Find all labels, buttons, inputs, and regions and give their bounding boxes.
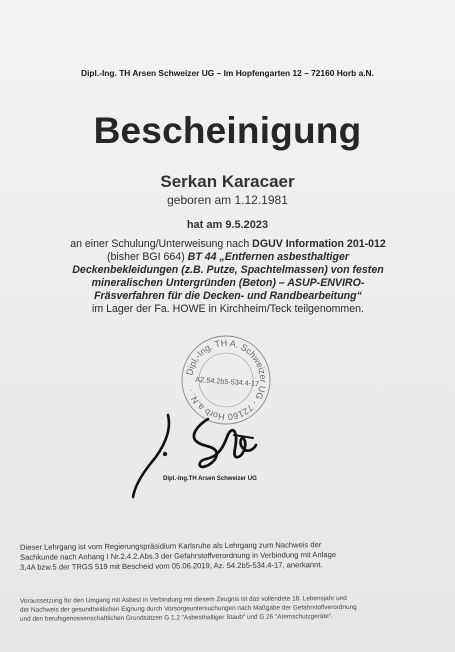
approval-note-line-1: Dieser Lehrgang ist vom Regierungspräsidium Karlsruhe als Lehrgang zum Nachweis der <box>19 540 322 552</box>
signer-company: Dipl.-Ing.TH Arsen Schweizer UG <box>163 476 257 482</box>
approval-note-line-2: Sachkunde nach Anhang I Nr.2.4.2.Abs.3 der Gefahrstoffverordnung in Verbindung mit Anlage <box>19 550 337 562</box>
footer-note-line-3: und den berufsgenossenschaftlichen Grundsätzen G 1.2 "Asbesthaltiger Staub" und G 26 "Atemschutzgeräte". <box>19 613 333 623</box>
document-title: Bescheinigung <box>93 110 362 151</box>
body-line-2 <box>38 251 418 264</box>
regulation-reference: DGUV Information 201-012 <box>252 238 386 250</box>
sender-address: Dipl.-Ing. TH Arsen Schweizer UG – Im Hopfengarten 12 – 72160 Horb a.N. <box>81 68 374 78</box>
seal-center-text: AZ.54.2b5-534.4-17 <box>194 374 260 389</box>
course-title-start: BT 44 „Entfernen asbesthaltiger <box>187 251 349 263</box>
birth-date: geboren am 1.12.1981 <box>167 193 288 207</box>
body-line-2-text: (bisher BGI 664) <box>107 251 188 263</box>
seal-ring-text: Dipl.-Ing. TH A. Schweizer UG · 72160 Horb a.N. · <box>184 337 269 423</box>
body-line-4: mineralischen Untergründen (Beton) – ASUP-ENVIRO- <box>91 277 365 289</box>
body-line-5: Fräsverfahren für die Decken- und Randbearbeitung“ <box>94 290 362 302</box>
footer-note-line-2: der Nachweis der gesundheitlichen Eignung durch Vorsorgeuntersuchungen nach Maßgabe der Gefahrstoffverordnung <box>19 603 357 614</box>
body-line-6: im Lager der Fa. HOWE in Kirchheim/Teck teilgenommen. <box>91 303 364 315</box>
approval-note-line-3: 3,4A bzw.5 der TRGS 519 mit Bescheid vom 05.06.2019, Az. 54.2b5-534.4-17, anerkannt. <box>19 560 323 572</box>
body-line-3: Deckenbekleidungen (z.B. Putze, Spachtelmassen) von festen <box>72 264 384 276</box>
body-line-1 <box>38 238 418 251</box>
course-date: hat am 9.5.2023 <box>186 219 269 231</box>
participant-name: Serkan Karacaer <box>160 172 295 191</box>
footer-note-line-1: Voraussetzung für den Umgang mit Asbest in Verbindung mit diesem Zeugnis ist das vollendete 18. Lebensjahr und <box>19 594 347 605</box>
handwritten-signature <box>132 405 272 500</box>
body-line-1-text: an einer Schulung/Unterweisung nach <box>70 238 253 250</box>
